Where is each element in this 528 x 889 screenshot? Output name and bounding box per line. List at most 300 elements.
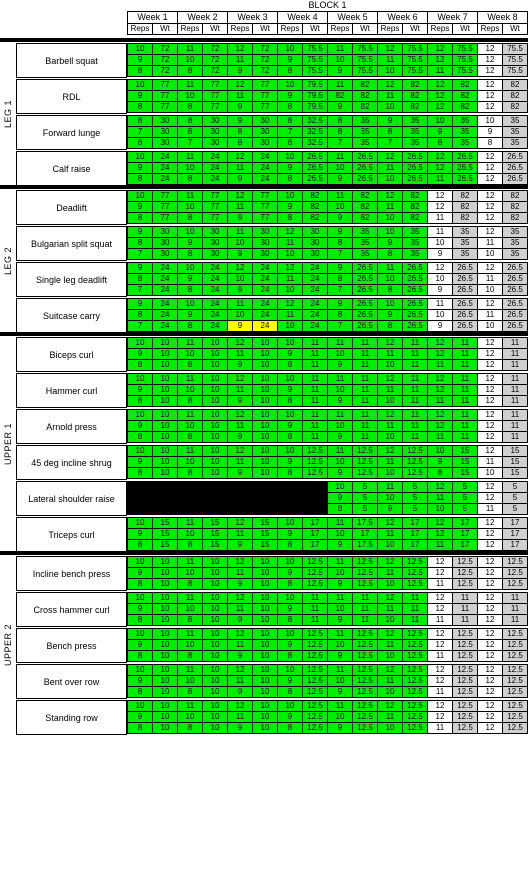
weight-cell[interactable]: 10 xyxy=(252,650,277,661)
reps-cell[interactable]: 11 xyxy=(327,79,352,90)
weight-cell[interactable]: 77 xyxy=(202,190,227,201)
weight-cell[interactable]: 15 xyxy=(252,539,277,550)
reps-cell[interactable]: 10 xyxy=(177,528,202,539)
weight-cell[interactable]: 10 xyxy=(202,456,227,467)
reps-header[interactable]: Reps xyxy=(377,23,402,35)
weight-cell[interactable]: 10 xyxy=(252,359,277,370)
weight-cell[interactable]: 12.5 xyxy=(302,722,327,733)
reps-cell[interactable]: 11 xyxy=(377,711,402,722)
reps-cell[interactable]: 8 xyxy=(327,115,352,126)
reps-cell[interactable]: 12 xyxy=(477,567,502,578)
weight-cell[interactable]: 12.5 xyxy=(352,639,377,650)
weight-cell[interactable]: 26.5 xyxy=(452,273,477,284)
weight-cell[interactable]: 26.5 xyxy=(352,173,377,184)
weight-cell[interactable]: 10 xyxy=(152,431,177,442)
weight-cell[interactable]: 10 xyxy=(202,420,227,431)
weight-cell[interactable]: 24 xyxy=(152,284,177,295)
weight-cell[interactable]: 35 xyxy=(402,237,427,248)
reps-cell[interactable]: 9 xyxy=(177,237,202,248)
weight-cell[interactable]: 11 xyxy=(352,409,377,420)
reps-cell[interactable]: 11 xyxy=(227,528,252,539)
reps-cell[interactable]: 8 xyxy=(277,578,302,589)
reps-cell[interactable]: 11 xyxy=(227,384,252,395)
reps-cell[interactable]: 9 xyxy=(227,212,252,223)
reps-cell[interactable]: 8 xyxy=(177,248,202,259)
reps-cell[interactable]: 11 xyxy=(177,151,202,162)
reps-cell[interactable]: 7 xyxy=(127,320,152,331)
reps-cell[interactable]: 11 xyxy=(427,614,452,625)
weight-cell[interactable]: 30 xyxy=(202,126,227,137)
reps-cell[interactable]: 12 xyxy=(427,373,452,384)
reps-cell[interactable]: 11 xyxy=(477,237,502,248)
weight-cell[interactable]: 10 xyxy=(252,567,277,578)
weight-cell[interactable]: 12.5 xyxy=(502,628,528,639)
weight-cell[interactable]: 11 xyxy=(352,348,377,359)
reps-cell[interactable]: 11 xyxy=(427,578,452,589)
reps-cell[interactable]: 10 xyxy=(277,248,302,259)
reps-cell[interactable]: 12 xyxy=(477,614,502,625)
reps-cell[interactable]: 12 xyxy=(427,90,452,101)
reps-cell[interactable]: 12 xyxy=(227,262,252,273)
reps-cell[interactable]: 12 xyxy=(227,409,252,420)
reps-cell[interactable]: 9 xyxy=(127,54,152,65)
weight-cell[interactable]: 35 xyxy=(452,126,477,137)
reps-cell[interactable]: 10 xyxy=(427,309,452,320)
weight-cell[interactable]: 15 xyxy=(202,528,227,539)
weight-cell[interactable]: 35 xyxy=(402,137,427,148)
weight-cell[interactable]: 12.5 xyxy=(302,700,327,711)
weight-cell[interactable]: 75.5 xyxy=(352,65,377,76)
weight-cell[interactable]: 15 xyxy=(202,517,227,528)
reps-cell[interactable]: 8 xyxy=(277,431,302,442)
reps-cell[interactable]: 9 xyxy=(327,431,352,442)
reps-cell[interactable]: 12 xyxy=(427,384,452,395)
reps-cell[interactable]: 8 xyxy=(127,309,152,320)
reps-cell[interactable]: 9 xyxy=(127,201,152,212)
weight-cell[interactable]: 12.5 xyxy=(502,722,528,733)
weight-cell[interactable]: 35 xyxy=(352,126,377,137)
weight-cell[interactable]: 17 xyxy=(352,528,377,539)
weight-cell[interactable]: 82 xyxy=(302,201,327,212)
reps-cell[interactable]: 11 xyxy=(377,201,402,212)
reps-cell[interactable]: 12 xyxy=(477,578,502,589)
weight-cell[interactable]: 30 xyxy=(302,237,327,248)
reps-cell[interactable]: 8 xyxy=(127,650,152,661)
weight-cell[interactable]: 12.5 xyxy=(352,556,377,567)
reps-cell[interactable]: 12 xyxy=(277,226,302,237)
weight-cell[interactable]: 32.5 xyxy=(302,137,327,148)
reps-cell[interactable]: 12 xyxy=(427,603,452,614)
weight-cell[interactable]: 72 xyxy=(252,65,277,76)
weight-cell[interactable]: 11 xyxy=(352,592,377,603)
weight-cell[interactable]: 11 xyxy=(402,409,427,420)
reps-cell[interactable]: 8 xyxy=(127,115,152,126)
weight-cell[interactable]: 12.5 xyxy=(452,650,477,661)
reps-cell[interactable]: 11 xyxy=(327,373,352,384)
weight-cell[interactable]: 12.5 xyxy=(402,664,427,675)
weight-header[interactable]: Wt xyxy=(402,23,427,35)
reps-cell[interactable]: 11 xyxy=(227,711,252,722)
reps-cell[interactable]: 7 xyxy=(177,137,202,148)
reps-cell[interactable]: 11 xyxy=(377,384,402,395)
weight-cell[interactable]: 11 xyxy=(452,409,477,420)
weight-cell[interactable]: 26.5 xyxy=(402,162,427,173)
reps-cell[interactable]: 10 xyxy=(377,492,402,503)
weight-cell[interactable]: 24 xyxy=(302,298,327,309)
weight-cell[interactable]: 82 xyxy=(402,190,427,201)
weight-cell[interactable]: 24 xyxy=(252,273,277,284)
reps-cell[interactable]: 12 xyxy=(377,409,402,420)
weight-cell[interactable]: 11 xyxy=(402,420,427,431)
weight-cell[interactable]: 11 xyxy=(402,337,427,348)
reps-cell[interactable]: 12 xyxy=(427,262,452,273)
weight-cell[interactable]: 26.5 xyxy=(502,262,528,273)
weight-cell[interactable]: 10 xyxy=(252,603,277,614)
reps-cell[interactable]: 11 xyxy=(227,54,252,65)
weight-cell[interactable]: 32.5 xyxy=(302,126,327,137)
reps-cell[interactable]: 9 xyxy=(127,456,152,467)
reps-cell[interactable]: 11 xyxy=(177,700,202,711)
weight-cell[interactable]: 26.5 xyxy=(302,173,327,184)
reps-cell[interactable]: 11 xyxy=(427,431,452,442)
reps-cell[interactable]: 9 xyxy=(277,384,302,395)
weight-cell[interactable]: 10 xyxy=(152,359,177,370)
reps-header[interactable]: Reps xyxy=(227,23,252,35)
reps-cell[interactable]: 12 xyxy=(477,639,502,650)
reps-cell[interactable]: 9 xyxy=(427,456,452,467)
weight-cell[interactable]: 82 xyxy=(452,212,477,223)
reps-cell[interactable]: 12 xyxy=(427,43,452,54)
reps-cell[interactable]: 11 xyxy=(177,373,202,384)
weight-cell[interactable] xyxy=(302,503,327,514)
reps-cell[interactable]: 12 xyxy=(427,201,452,212)
weight-cell[interactable]: 10 xyxy=(152,722,177,733)
reps-cell[interactable]: 11 xyxy=(377,54,402,65)
weight-cell[interactable]: 12.5 xyxy=(352,567,377,578)
reps-cell[interactable]: 10 xyxy=(227,309,252,320)
weight-cell[interactable]: 24 xyxy=(302,309,327,320)
weight-cell[interactable]: 10 xyxy=(252,628,277,639)
weight-cell[interactable]: 24 xyxy=(152,162,177,173)
weight-cell[interactable]: 11 xyxy=(302,431,327,442)
reps-cell[interactable]: 8 xyxy=(127,614,152,625)
reps-cell[interactable]: 8 xyxy=(227,126,252,137)
reps-cell[interactable]: 10 xyxy=(277,700,302,711)
reps-cell[interactable]: 11 xyxy=(177,409,202,420)
reps-cell[interactable]: 9 xyxy=(277,711,302,722)
weight-cell[interactable]: 5 xyxy=(352,492,377,503)
weight-cell[interactable]: 11 xyxy=(302,592,327,603)
reps-cell[interactable]: 9 xyxy=(327,395,352,406)
reps-cell[interactable]: 10 xyxy=(177,298,202,309)
reps-cell[interactable]: 12 xyxy=(227,700,252,711)
weight-cell[interactable]: 10 xyxy=(252,711,277,722)
reps-cell[interactable]: 9 xyxy=(427,248,452,259)
reps-cell[interactable]: 10 xyxy=(127,445,152,456)
weight-cell[interactable]: 24 xyxy=(252,262,277,273)
reps-cell[interactable]: 8 xyxy=(127,65,152,76)
weight-cell[interactable]: 15 xyxy=(502,467,528,478)
weight-cell[interactable]: 11 xyxy=(502,395,528,406)
reps-cell[interactable]: 10 xyxy=(327,711,352,722)
reps-cell[interactable]: 9 xyxy=(127,639,152,650)
reps-cell[interactable]: 10 xyxy=(277,337,302,348)
weight-cell[interactable]: 24 xyxy=(202,262,227,273)
weight-header[interactable]: Wt xyxy=(152,23,177,35)
weight-header[interactable]: Wt xyxy=(502,23,528,35)
weight-cell[interactable]: 5 xyxy=(352,481,377,492)
reps-cell[interactable]: 8 xyxy=(177,126,202,137)
reps-cell[interactable]: 6 xyxy=(127,137,152,148)
reps-cell[interactable] xyxy=(127,503,152,514)
reps-cell[interactable]: 10 xyxy=(377,273,402,284)
weight-cell[interactable] xyxy=(302,481,327,492)
weight-cell[interactable]: 12.5 xyxy=(452,675,477,686)
reps-cell[interactable]: 12 xyxy=(477,539,502,550)
reps-cell[interactable]: 8 xyxy=(127,212,152,223)
reps-cell[interactable]: 9 xyxy=(327,226,352,237)
reps-cell[interactable]: 8 xyxy=(427,467,452,478)
weight-cell[interactable]: 30 xyxy=(202,226,227,237)
weight-cell[interactable]: 11 xyxy=(352,395,377,406)
weight-cell[interactable]: 5 xyxy=(452,503,477,514)
weight-cell[interactable]: 10 xyxy=(202,445,227,456)
reps-cell[interactable]: 10 xyxy=(277,628,302,639)
weight-cell[interactable]: 82 xyxy=(352,212,377,223)
weight-cell[interactable]: 24 xyxy=(302,284,327,295)
weight-cell[interactable]: 12.5 xyxy=(452,664,477,675)
weight-cell[interactable]: 30 xyxy=(202,248,227,259)
weight-cell[interactable]: 11 xyxy=(352,337,377,348)
reps-cell[interactable]: 9 xyxy=(127,162,152,173)
reps-cell[interactable]: 8 xyxy=(177,320,202,331)
reps-cell[interactable]: 8 xyxy=(177,173,202,184)
weight-cell[interactable]: 12.5 xyxy=(452,639,477,650)
weight-cell[interactable]: 11 xyxy=(302,614,327,625)
weight-cell[interactable]: 10 xyxy=(202,359,227,370)
weight-cell[interactable]: 26.5 xyxy=(502,173,528,184)
reps-cell[interactable]: 12 xyxy=(227,151,252,162)
reps-cell[interactable]: 9 xyxy=(177,273,202,284)
weight-cell[interactable]: 82 xyxy=(452,101,477,112)
weight-cell[interactable]: 11 xyxy=(452,614,477,625)
reps-cell[interactable]: 9 xyxy=(227,320,252,331)
reps-cell[interactable]: 12 xyxy=(477,79,502,90)
weight-cell[interactable]: 12.5 xyxy=(452,722,477,733)
weight-cell[interactable]: 11 xyxy=(452,348,477,359)
weight-cell[interactable]: 12.5 xyxy=(302,628,327,639)
reps-cell[interactable]: 10 xyxy=(177,201,202,212)
reps-cell[interactable]: 8 xyxy=(277,115,302,126)
weight-cell[interactable]: 17 xyxy=(302,517,327,528)
reps-cell[interactable]: 8 xyxy=(127,431,152,442)
weight-cell[interactable]: 72 xyxy=(202,65,227,76)
weight-cell[interactable]: 77 xyxy=(252,79,277,90)
weight-cell[interactable]: 11 xyxy=(502,420,528,431)
weight-cell[interactable]: 11 xyxy=(302,603,327,614)
reps-cell[interactable]: 9 xyxy=(277,90,302,101)
reps-cell[interactable]: 9 xyxy=(227,578,252,589)
weight-cell[interactable]: 11 xyxy=(352,384,377,395)
weight-cell[interactable]: 12.5 xyxy=(502,639,528,650)
reps-cell[interactable]: 10 xyxy=(377,614,402,625)
reps-cell[interactable]: 12 xyxy=(427,628,452,639)
weight-cell[interactable]: 11 xyxy=(402,395,427,406)
reps-cell[interactable]: 12 xyxy=(277,262,302,273)
weight-cell[interactable]: 77 xyxy=(252,190,277,201)
weight-cell[interactable]: 35 xyxy=(502,126,528,137)
reps-cell[interactable]: 9 xyxy=(327,212,352,223)
reps-cell[interactable]: 10 xyxy=(377,722,402,733)
weight-cell[interactable]: 17 xyxy=(402,528,427,539)
weight-cell[interactable]: 10 xyxy=(252,686,277,697)
weight-cell[interactable]: 35 xyxy=(352,115,377,126)
reps-cell[interactable]: 9 xyxy=(227,248,252,259)
weight-cell[interactable]: 11 xyxy=(502,431,528,442)
reps-cell[interactable]: 8 xyxy=(327,273,352,284)
weight-cell[interactable]: 10 xyxy=(252,578,277,589)
reps-cell[interactable]: 10 xyxy=(127,151,152,162)
weight-cell[interactable]: 24 xyxy=(202,162,227,173)
weight-cell[interactable]: 72 xyxy=(252,43,277,54)
weight-cell[interactable]: 26.5 xyxy=(502,162,528,173)
reps-cell[interactable]: 7 xyxy=(277,126,302,137)
reps-cell[interactable]: 10 xyxy=(327,162,352,173)
reps-cell[interactable] xyxy=(227,492,252,503)
weight-cell[interactable]: 24 xyxy=(152,151,177,162)
reps-cell[interactable]: 9 xyxy=(227,431,252,442)
weight-cell[interactable]: 35 xyxy=(352,137,377,148)
weight-cell[interactable]: 10 xyxy=(152,348,177,359)
weight-cell[interactable]: 12.5 xyxy=(352,650,377,661)
reps-cell[interactable]: 9 xyxy=(227,173,252,184)
reps-cell[interactable]: 11 xyxy=(377,639,402,650)
weight-cell[interactable]: 24 xyxy=(252,320,277,331)
weight-cell[interactable]: 26.5 xyxy=(502,284,528,295)
weight-cell[interactable]: 10 xyxy=(252,700,277,711)
weight-cell[interactable]: 30 xyxy=(252,137,277,148)
weight-cell[interactable]: 10 xyxy=(152,711,177,722)
weight-cell[interactable]: 10 xyxy=(202,711,227,722)
weight-cell[interactable]: 12.5 xyxy=(452,686,477,697)
reps-cell[interactable]: 12 xyxy=(477,722,502,733)
reps-cell[interactable]: 8 xyxy=(277,650,302,661)
reps-cell[interactable]: 12 xyxy=(377,592,402,603)
reps-cell[interactable]: 11 xyxy=(227,226,252,237)
reps-cell[interactable]: 12 xyxy=(477,664,502,675)
reps-header[interactable]: Reps xyxy=(427,23,452,35)
weight-cell[interactable]: 12.5 xyxy=(352,445,377,456)
reps-cell[interactable]: 10 xyxy=(477,284,502,295)
reps-cell[interactable]: 10 xyxy=(477,320,502,331)
reps-cell[interactable]: 12 xyxy=(427,556,452,567)
reps-cell[interactable]: 9 xyxy=(277,528,302,539)
weight-cell[interactable]: 75.5 xyxy=(352,43,377,54)
weight-cell[interactable]: 35 xyxy=(352,237,377,248)
weight-cell[interactable] xyxy=(252,503,277,514)
weight-cell[interactable]: 12.5 xyxy=(402,445,427,456)
reps-cell[interactable]: 12 xyxy=(427,54,452,65)
reps-cell[interactable]: 9 xyxy=(127,90,152,101)
reps-cell[interactable]: 12 xyxy=(427,101,452,112)
reps-cell[interactable]: 8 xyxy=(177,578,202,589)
reps-cell[interactable]: 11 xyxy=(177,517,202,528)
weight-cell[interactable]: 10 xyxy=(252,420,277,431)
reps-cell[interactable]: 10 xyxy=(377,395,402,406)
reps-cell[interactable]: 8 xyxy=(177,722,202,733)
reps-cell[interactable]: 11 xyxy=(327,151,352,162)
reps-cell[interactable]: 11 xyxy=(227,639,252,650)
weight-cell[interactable]: 26.5 xyxy=(452,298,477,309)
weight-cell[interactable] xyxy=(202,503,227,514)
reps-cell[interactable]: 11 xyxy=(177,556,202,567)
reps-cell[interactable]: 11 xyxy=(227,162,252,173)
weight-cell[interactable]: 24 xyxy=(152,320,177,331)
weight-cell[interactable]: 10 xyxy=(202,722,227,733)
weight-cell[interactable]: 5 xyxy=(502,503,528,514)
weight-cell[interactable]: 24 xyxy=(252,298,277,309)
reps-cell[interactable]: 10 xyxy=(177,162,202,173)
weight-cell[interactable]: 11 xyxy=(502,592,528,603)
reps-cell[interactable]: 12 xyxy=(377,79,402,90)
reps-cell[interactable]: 9 xyxy=(327,722,352,733)
weight-cell[interactable]: 77 xyxy=(252,212,277,223)
reps-cell[interactable]: 8 xyxy=(427,137,452,148)
reps-cell[interactable]: 11 xyxy=(227,675,252,686)
weight-cell[interactable]: 75.5 xyxy=(452,54,477,65)
reps-cell[interactable]: 12 xyxy=(377,337,402,348)
weight-cell[interactable]: 17 xyxy=(402,539,427,550)
weight-cell[interactable]: 35 xyxy=(502,226,528,237)
reps-cell[interactable]: 11 xyxy=(327,190,352,201)
weight-cell[interactable]: 35 xyxy=(502,237,528,248)
weight-cell[interactable]: 11 xyxy=(302,337,327,348)
reps-cell[interactable]: 12 xyxy=(377,664,402,675)
reps-cell[interactable]: 12 xyxy=(427,151,452,162)
reps-cell[interactable]: 11 xyxy=(277,273,302,284)
weight-cell[interactable]: 75.5 xyxy=(402,65,427,76)
weight-cell[interactable]: 10 xyxy=(252,445,277,456)
reps-cell[interactable]: 11 xyxy=(377,603,402,614)
weight-cell[interactable]: 17 xyxy=(502,539,528,550)
weight-cell[interactable]: 77 xyxy=(252,101,277,112)
weight-cell[interactable]: 17.5 xyxy=(352,539,377,550)
weight-cell[interactable]: 11 xyxy=(452,359,477,370)
reps-cell[interactable]: 11 xyxy=(227,201,252,212)
weight-cell[interactable]: 82 xyxy=(502,212,528,223)
weight-cell[interactable]: 26.5 xyxy=(402,298,427,309)
reps-cell[interactable]: 10 xyxy=(327,603,352,614)
reps-cell[interactable]: 8 xyxy=(177,650,202,661)
reps-cell[interactable]: 8 xyxy=(377,126,402,137)
weight-cell[interactable]: 30 xyxy=(202,115,227,126)
weight-cell[interactable]: 75.5 xyxy=(502,54,528,65)
reps-cell[interactable]: 12 xyxy=(477,628,502,639)
reps-cell[interactable]: 9 xyxy=(227,359,252,370)
weight-cell[interactable]: 35 xyxy=(402,248,427,259)
reps-cell[interactable]: 12 xyxy=(477,409,502,420)
weight-cell[interactable]: 72 xyxy=(202,43,227,54)
reps-cell[interactable]: 10 xyxy=(127,628,152,639)
reps-cell[interactable]: 12 xyxy=(477,262,502,273)
reps-cell[interactable]: 10 xyxy=(427,503,452,514)
reps-cell[interactable]: 9 xyxy=(277,639,302,650)
weight-cell[interactable]: 24 xyxy=(302,273,327,284)
reps-cell[interactable]: 10 xyxy=(327,201,352,212)
weight-cell[interactable]: 77 xyxy=(202,212,227,223)
reps-cell[interactable]: 12 xyxy=(477,226,502,237)
weight-cell[interactable]: 72 xyxy=(202,54,227,65)
